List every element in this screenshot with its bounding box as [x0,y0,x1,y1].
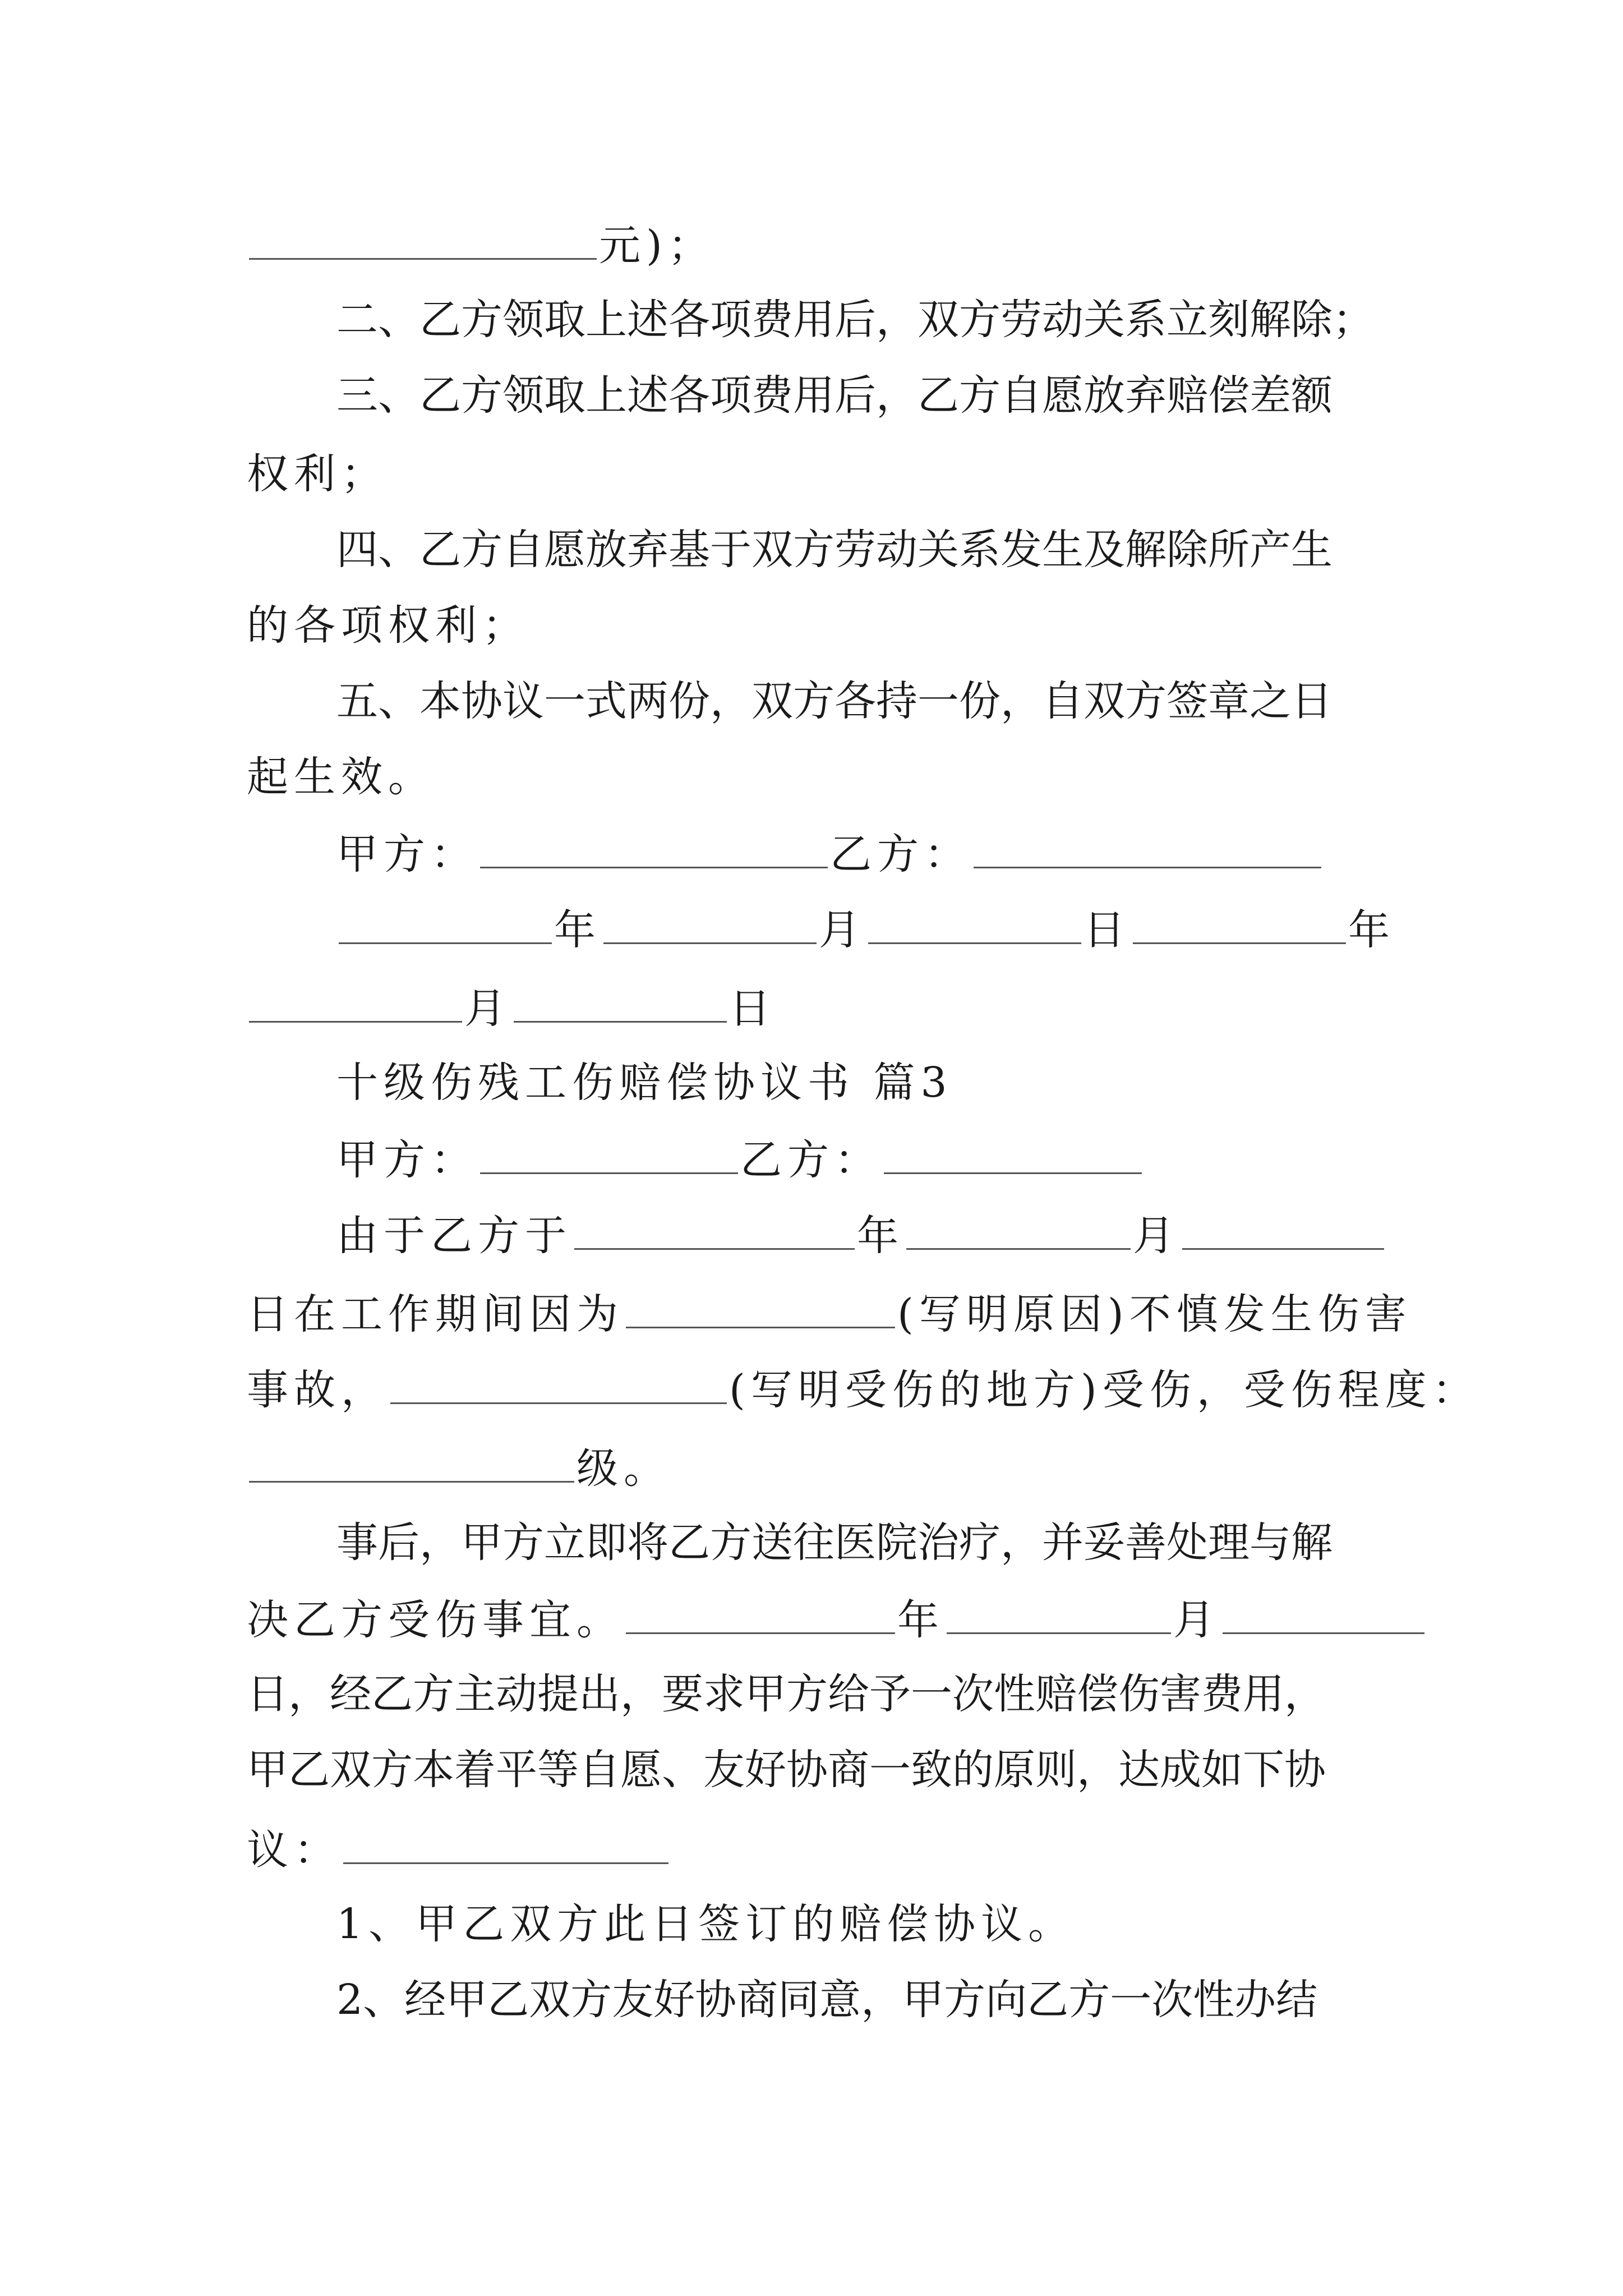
line-text: 五、本协议一式两份，双方各持一份，自双方签章之日 [336,677,1332,725]
text-line [336,1512,1391,1573]
line-text: 四、乙方自愿放弃基于双方劳动关系发生及解除所产生 [336,526,1332,574]
line-text: 事后，甲方立即将乙方送往医院治疗，并妥善处理与解 [336,1519,1332,1567]
party-b-label: 乙方： [830,830,971,878]
line-text: 由于乙方于 [336,1212,572,1260]
party-a-blank[interactable] [480,822,828,868]
date-line [247,976,1391,1038]
section-title-text: 十级伤残工伤赔偿协议书 篇3 [336,1059,953,1107]
fill-blank[interactable] [514,976,727,1023]
line-text: (写明原因)不慎发生伤害 [897,1290,1412,1338]
line-text: 三、乙方领取上述各项费用后，乙方自愿放弃赔偿差额 [336,371,1332,420]
line-text: 决乙方受伤事宜。 [247,1596,624,1644]
party-b-blank[interactable] [974,822,1321,868]
fill-blank[interactable] [1133,898,1346,944]
fill-blank[interactable] [339,898,552,944]
fill-blank[interactable] [343,1818,668,1864]
clause-4 [336,519,1391,581]
line-text: 1、甲乙双方此日签订的赔偿协议。 [336,1900,1076,1948]
fill-blank[interactable] [626,1282,895,1328]
item-2 [336,1969,1391,2031]
signature-line [336,822,1391,884]
clause-5 [336,670,1391,732]
fill-blank[interactable] [390,1358,727,1404]
party-a-blank[interactable] [480,1128,738,1174]
fill-blank[interactable] [1223,1588,1424,1634]
text-line [336,1203,1391,1265]
line-text: 年 [1348,906,1395,954]
party-a-label: 甲方： [336,1136,478,1184]
text-line [247,213,1391,275]
line-text: 级。 [577,1444,671,1493]
clause-3 [336,365,1391,426]
fill-blank[interactable] [603,898,817,944]
section-title [336,1052,1391,1114]
text-line [247,746,1391,808]
line-text: 年 [897,1596,944,1644]
fill-blank[interactable] [868,898,1081,944]
line-text: 日，经乙方主动提出，要求甲方给予一次性赔偿伤害费用， [247,1670,1326,1718]
text-line [247,443,1391,505]
party-a-label: 甲方： [336,830,478,878]
line-text: 月 [1133,1212,1180,1260]
line-text: 日 [729,984,776,1033]
clause-2 [336,289,1391,351]
item-1 [336,1893,1391,1955]
line-text: 月 [464,984,511,1033]
text-line [247,1358,1479,1419]
line-text: (写明受伤的地方)受伤，受伤程度： [729,1366,1479,1414]
line-text: 日 [1083,906,1131,954]
text-line [247,1436,1391,1498]
fill-blank[interactable] [906,1203,1131,1250]
text-line [247,1739,1391,1801]
fill-blank[interactable] [1182,1203,1384,1250]
line-text: 年 [554,906,601,954]
line-text: 议： [247,1826,341,1874]
fill-blank[interactable] [249,1436,574,1483]
text-line [247,1282,1412,1343]
text-line [247,1588,1391,1649]
party-b-label: 乙方： [740,1136,882,1184]
line-text: 的各项权利； [247,601,529,650]
text-line [247,1663,1391,1725]
date-line [336,898,1395,959]
line-text: 2、经甲乙双方友好协商同意，甲方向乙方一次性办结 [336,1976,1318,2024]
line-text: 元)； [599,222,715,270]
line-text: 月 [1173,1596,1220,1644]
text-line [247,595,1391,656]
fill-blank[interactable] [626,1588,895,1634]
line-text: 月 [819,906,866,954]
line-text: 年 [857,1212,904,1260]
fill-blank[interactable] [249,976,462,1023]
line-text: 起生效。 [247,753,435,801]
line-text: 事故， [247,1366,388,1414]
party-b-blank[interactable] [884,1128,1142,1174]
party-line [336,1128,1391,1189]
fill-blank[interactable] [947,1588,1171,1634]
fill-blank[interactable] [249,213,597,260]
text-line [247,1818,1391,1879]
line-text: 日在工作期间因为 [247,1290,624,1338]
line-text: 甲乙双方本着平等自愿、友好协商一致的原则，达成如下协 [247,1746,1326,1794]
line-text: 二、乙方领取上述各项费用后，双方劳动关系立刻解除； [336,296,1374,344]
fill-blank[interactable] [574,1203,855,1250]
line-text: 权利； [247,450,388,498]
